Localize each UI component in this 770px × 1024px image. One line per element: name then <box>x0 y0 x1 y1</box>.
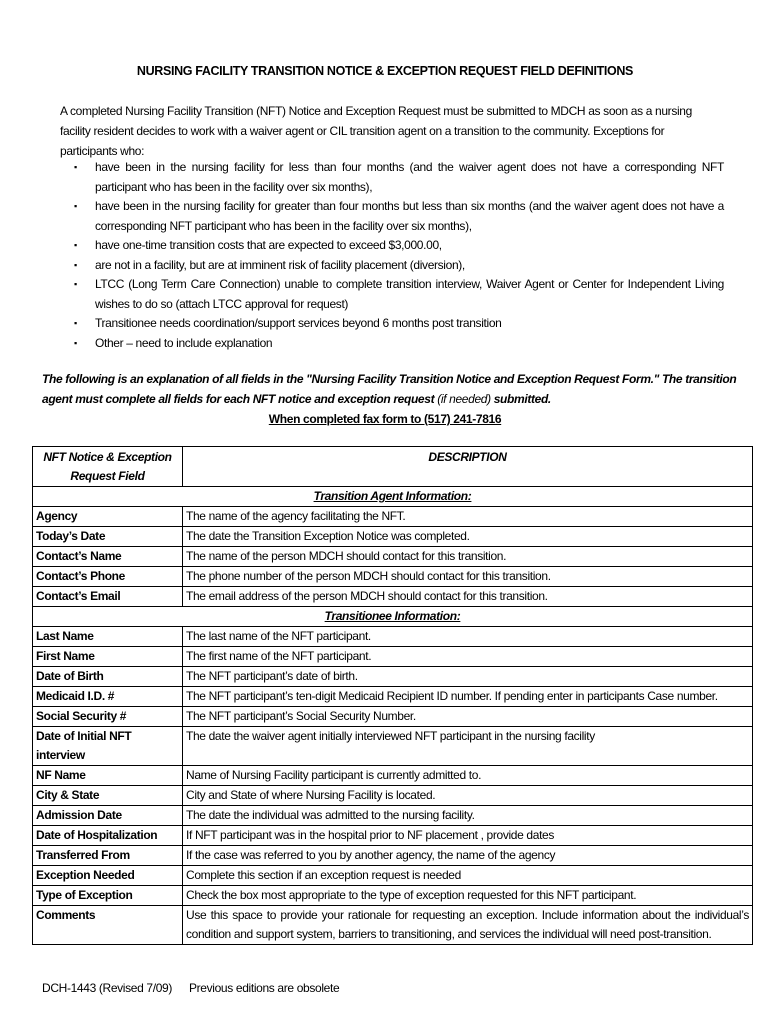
bullet-text: have been in the nursing facility for less than four months (and the waiver agent does not have a corresponding NFT participant who has been in the facility over six months), <box>95 160 724 194</box>
bullet-item <box>72 275 724 314</box>
field-description: The phone number of the person MDCH should contact for this transition. <box>183 567 753 587</box>
table-row <box>33 886 753 906</box>
form-number: DCH-1443 (Revised 7/09) <box>42 981 173 995</box>
bullet-item <box>72 197 724 236</box>
table-row <box>33 667 753 687</box>
field-description: The NFT participant’s date of birth. <box>183 667 753 687</box>
table-row <box>33 527 753 547</box>
square-bullet-icon: ▪ <box>74 337 77 348</box>
field-name: Medicaid I.D. # <box>33 687 183 707</box>
field-name: Date of Birth <box>33 667 183 687</box>
table-row <box>33 587 753 607</box>
table-row <box>33 707 753 727</box>
table-row <box>33 846 753 866</box>
field-name: Contact’s Phone <box>33 567 183 587</box>
explanation-text-end: submitted. <box>490 392 551 406</box>
field-name: Comments <box>33 906 183 945</box>
field-description: The name of the person MDCH should contact for this transition. <box>183 547 753 567</box>
square-bullet-icon: ▪ <box>74 162 77 172</box>
field-name: Contact’s Email <box>33 587 183 607</box>
table-row <box>33 766 753 786</box>
explanation-if-needed: (if needed) <box>437 392 491 406</box>
field-name: Exception Needed <box>33 866 183 886</box>
explanation-paragraph <box>42 369 742 409</box>
square-bullet-icon: ▪ <box>74 201 77 211</box>
table-row <box>33 687 753 707</box>
field-description: The last name of the NFT participant. <box>183 627 753 647</box>
page-footer <box>42 981 353 995</box>
field-name: City & State <box>33 786 183 806</box>
bullet-item <box>72 158 724 197</box>
field-name: Today’s Date <box>33 527 183 547</box>
square-bullet-icon: ▪ <box>74 318 77 328</box>
field-description: The date the waiver agent initially interviewed NFT participant in the nursing facility <box>183 727 753 766</box>
intro-paragraph: A completed Nursing Facility Transition (NFT) Notice and Exception Request must be submitted to MDCH as soon as a nursing facility resident decides to work with a waiver agent or CIL transition agent on a transition to the community. Exceptions for participants who: <box>60 104 692 158</box>
section-header-row <box>33 487 753 507</box>
table-row <box>33 647 753 667</box>
field-name: Contact’s Name <box>33 547 183 567</box>
fax-instruction: When completed fax form to (517) 241-7816 <box>268 412 502 426</box>
square-bullet-icon: ▪ <box>74 279 77 289</box>
section-transitionee: Transitionee Information: <box>33 607 753 627</box>
field-description: Use this space to provide your rationale for requesting an exception. Include information about the individual’s condition and support system, barriers to transitioning, and services the individual will need post-transition. <box>183 906 753 945</box>
field-description: The email address of the person MDCH should contact for this transition. <box>183 587 753 607</box>
field-definitions-table <box>32 446 753 945</box>
field-name: NF Name <box>33 766 183 786</box>
field-description: If the case was referred to you by another agency, the name of the agency <box>183 846 753 866</box>
field-name: First Name <box>33 647 183 667</box>
field-name: Agency <box>33 507 183 527</box>
field-description: The date the Transition Exception Notice was completed. <box>183 527 753 547</box>
page-title: NURSING FACILITY TRANSITION NOTICE & EXCEPTION REQUEST FIELD DEFINITIONS <box>136 64 634 78</box>
field-name: Date of Hospitalization <box>33 826 183 846</box>
bullet-item <box>72 236 724 256</box>
table-row <box>33 906 753 945</box>
obsolete-note: Previous editions are obsolete <box>189 981 340 995</box>
table-row <box>33 806 753 826</box>
field-name: Transferred From <box>33 846 183 866</box>
field-description: The name of the agency facilitating the NFT. <box>183 507 753 527</box>
table-row <box>33 567 753 587</box>
field-description: Complete this section if an exception request is needed <box>183 866 753 886</box>
bullet-text: are not in a facility, but are at imminent risk of facility placement (diversion), <box>95 257 465 272</box>
bullet-text: Other – need to include explanation <box>95 335 273 350</box>
header-description-column: DESCRIPTION <box>183 447 753 487</box>
exception-bullet-list <box>72 158 724 353</box>
field-name: Type of Exception <box>33 886 183 906</box>
table-row <box>33 826 753 846</box>
field-description: If NFT participant was in the hospital prior to NF placement , provide dates <box>183 826 753 846</box>
field-description: The first name of the NFT participant. <box>183 647 753 667</box>
table-header-row <box>33 447 753 487</box>
field-description: The NFT participant’s Social Security Number. <box>183 707 753 727</box>
bullet-item <box>72 256 724 276</box>
field-description: Check the box most appropriate to the type of exception requested for this NFT participant. <box>183 886 753 906</box>
table-row <box>33 547 753 567</box>
header-field-column: NFT Notice & Exception Request Field <box>33 447 183 487</box>
field-description: The date the individual was admitted to the nursing facility. <box>183 806 753 826</box>
field-name: Social Security # <box>33 707 183 727</box>
table-row <box>33 866 753 886</box>
field-name: Last Name <box>33 627 183 647</box>
bullet-text: have one-time transition costs that are expected to exceed $3,000.00, <box>95 238 442 252</box>
field-description: The NFT participant’s ten-digit Medicaid Recipient ID number. If pending enter in participants Case number. <box>183 687 753 707</box>
bullet-text: Transitionee needs coordination/support services beyond 6 months post transition <box>95 316 502 330</box>
table-row <box>33 786 753 806</box>
table-row <box>33 507 753 527</box>
field-name: Admission Date <box>33 806 183 826</box>
explanation-text: The following is an explanation of all fields in the "Nursing Facility Transition Notice and Exception Request Form." The transition agent must complete all fields for each NFT notice and exception request <box>42 372 737 406</box>
section-header-row <box>33 607 753 627</box>
field-description: Name of Nursing Facility participant is currently admitted to. <box>183 766 753 786</box>
field-name: Date of Initial NFT interview <box>33 727 183 766</box>
section-transition-agent: Transition Agent Information: <box>33 487 753 507</box>
bullet-text: have been in the nursing facility for greater than four months but less than six months (and the waiver agent does not have a corresponding NFT participant who has been in the facility over six months), <box>95 199 724 233</box>
field-description: City and State of where Nursing Facility is located. <box>183 786 753 806</box>
table-row <box>33 627 753 647</box>
bullet-item <box>72 334 724 354</box>
square-bullet-icon: ▪ <box>74 259 77 270</box>
table-row <box>33 727 753 766</box>
bullet-text: LTCC (Long Term Care Connection) unable to complete transition interview, Waiver Agent or Center for Independent Living wishes to do so (attach LTCC approval for request) <box>95 277 724 311</box>
bullet-item <box>72 314 724 334</box>
square-bullet-icon: ▪ <box>74 240 77 250</box>
